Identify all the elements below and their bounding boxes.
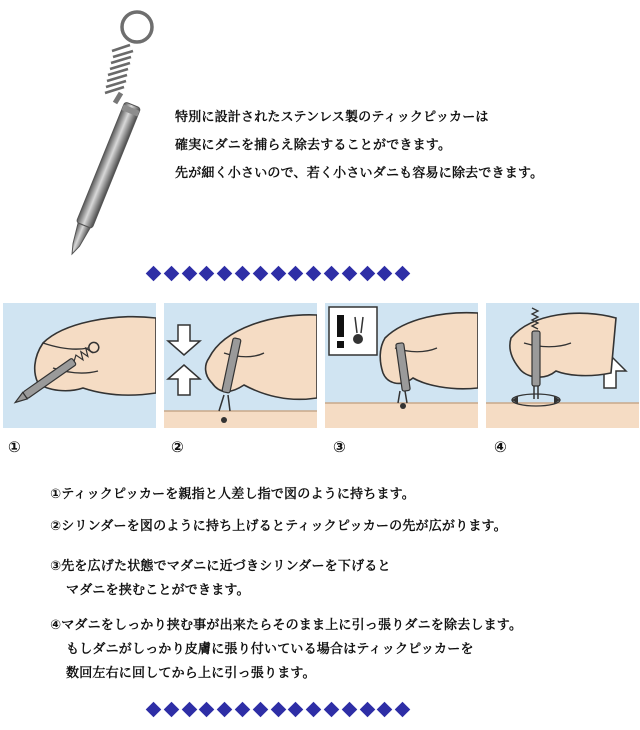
- diamond-divider-top: [148, 266, 408, 282]
- diamond-divider-bottom: [148, 702, 408, 718]
- diamond-icon: [395, 702, 411, 718]
- diamond-icon: [235, 702, 251, 718]
- diamond-icon: [181, 702, 197, 718]
- diamond-icon: [341, 266, 357, 282]
- diamond-icon: [270, 266, 286, 282]
- step-number-1: ①: [8, 438, 21, 456]
- diamond-icon: [359, 266, 375, 282]
- instruction-step-1: ①ティックピッカーを親指と人差し指で図のように持ちます。: [50, 487, 416, 502]
- instruction-step-3-line-1: ③先を広げた状態でマダニに近づきシリンダーを下げると: [50, 559, 391, 574]
- diamond-icon: [199, 266, 215, 282]
- diamond-icon: [377, 266, 393, 282]
- diamond-icon: [359, 702, 375, 718]
- step-3-illustration: [325, 303, 478, 428]
- diamond-icon: [377, 702, 393, 718]
- diamond-icon: [306, 266, 322, 282]
- diamond-icon: [199, 702, 215, 718]
- diamond-icon: [146, 266, 162, 282]
- diamond-icon: [395, 266, 411, 282]
- intro-line-3: 先が細く小さいので、若く小さいダニも容易に除去できます。: [175, 166, 544, 181]
- diamond-icon: [306, 702, 322, 718]
- instruction-step-2: ②シリンダーを図のように持ち上げるとティックピッカーの先が広がります。: [50, 519, 507, 534]
- diamond-icon: [164, 266, 180, 282]
- diamond-icon: [270, 702, 286, 718]
- intro-line-2: 確実にダニを捕らえ除去することができます。: [175, 138, 452, 153]
- diamond-icon: [146, 702, 162, 718]
- diamond-icon: [341, 702, 357, 718]
- diamond-icon: [253, 702, 269, 718]
- step-number-4: ④: [494, 438, 507, 456]
- step-number-2: ②: [171, 438, 184, 456]
- instruction-step-4-line-3: 数回左右に回してから上に引っ張ります。: [66, 666, 316, 681]
- instruction-step-4-line-1: ④マダニをしっかり挟む事が出来たらそのまま上に引っ張りダニを除去します。: [50, 618, 523, 633]
- diamond-icon: [324, 702, 340, 718]
- tick-picker-product-image: [38, 5, 173, 265]
- diamond-icon: [164, 702, 180, 718]
- instruction-step-4-line-2: もしダニがしっかり皮膚に張り付いている場合はティックピッカーを: [66, 642, 474, 657]
- diamond-icon: [324, 266, 340, 282]
- diamond-icon: [235, 266, 251, 282]
- step-4-illustration: [486, 303, 639, 428]
- diamond-icon: [181, 266, 197, 282]
- diamond-icon: [288, 266, 304, 282]
- step-number-3: ③: [333, 438, 346, 456]
- step-1-illustration: [3, 303, 156, 428]
- diamond-icon: [288, 702, 304, 718]
- diamond-icon: [253, 266, 269, 282]
- instruction-step-3-line-2: マダニを挟むことができます。: [66, 583, 250, 598]
- step-2-illustration: [164, 303, 317, 428]
- intro-line-1: 特別に設計されたステンレス製のティックピッカーは: [175, 110, 489, 125]
- diamond-icon: [217, 266, 233, 282]
- diamond-icon: [217, 702, 233, 718]
